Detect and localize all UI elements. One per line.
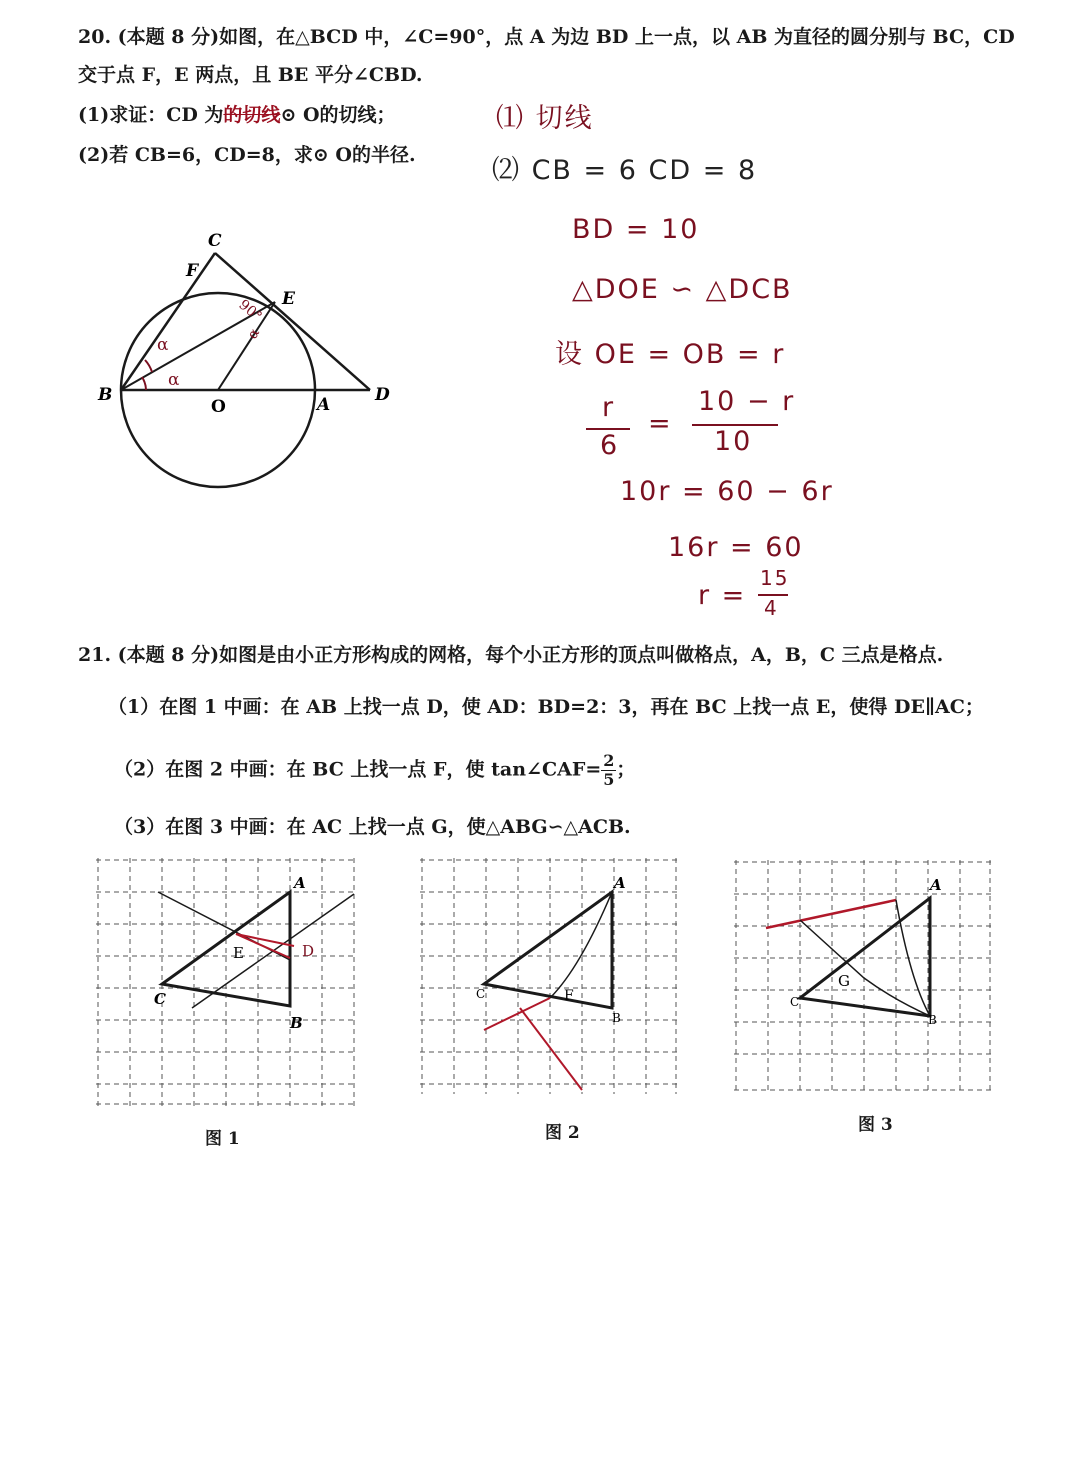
red-line-de-1 bbox=[236, 934, 294, 946]
hw-result-num: 15 bbox=[760, 566, 790, 590]
fraction-den: 5 bbox=[603, 770, 615, 789]
hw-line-1: ⑴ 切线 bbox=[496, 103, 594, 134]
fig3-label-a: A bbox=[930, 876, 942, 894]
fig3-label-b: B bbox=[928, 1013, 937, 1027]
q21-part2-a: （2）在图 2 中画：在 BC 上找一点 F，使 tan∠CAF= bbox=[114, 758, 602, 781]
hw-frac-left-den: 6 bbox=[600, 430, 620, 461]
hw-line-4: △DOE ∽ △DCB bbox=[572, 274, 793, 305]
right-angle-label: 90° bbox=[235, 296, 265, 326]
hw-line-2: ⑵ CB = 6 CD = 8 bbox=[492, 155, 758, 186]
label-c: C bbox=[208, 231, 222, 251]
hw-result-lhs: r = bbox=[698, 580, 747, 611]
fig1-label-a: A bbox=[294, 874, 306, 892]
hw-frac-left-num: r bbox=[602, 392, 616, 423]
grid-lines-2 bbox=[420, 858, 678, 1094]
fraction-num: 2 bbox=[603, 751, 615, 770]
fig1-label-b: B bbox=[290, 1014, 303, 1032]
q20-line2: 交于点 F，E 两点，且 BE 平分∠CBD. bbox=[78, 64, 423, 86]
alpha-label-1: α bbox=[157, 335, 169, 355]
q21-part3: （3）在图 3 中画：在 AC 上找一点 G，使△ABG∽△ACB. bbox=[114, 816, 631, 838]
q20-part1-a: (1)求证：CD 为 bbox=[78, 104, 224, 126]
fig1-label-d: D bbox=[302, 942, 315, 960]
q21-part2 bbox=[114, 752, 635, 789]
hw-result-den: 4 bbox=[764, 596, 779, 620]
fig3-label-c: C bbox=[790, 995, 800, 1009]
label-d: D bbox=[375, 385, 390, 405]
fig2-caption: 图 2 bbox=[545, 1123, 580, 1143]
fig3-caption: 图 3 bbox=[858, 1115, 893, 1135]
red-line-de-2 bbox=[236, 934, 290, 958]
alpha-label-2: α bbox=[168, 370, 180, 390]
fig1-label-e: E bbox=[233, 944, 244, 962]
q20-figure bbox=[90, 220, 410, 510]
grid-lines-1 bbox=[96, 858, 356, 1106]
label-a: A bbox=[317, 395, 331, 415]
triangle-abc-2 bbox=[484, 892, 612, 1008]
q21-part2-b: ； bbox=[616, 758, 636, 781]
segment-cd bbox=[215, 253, 370, 390]
alpha-label-3: α bbox=[244, 325, 264, 342]
hw-line-7: 10r = 60 − 6r bbox=[620, 476, 834, 507]
red-line-cf bbox=[484, 998, 550, 1030]
label-b: B bbox=[98, 385, 113, 405]
hw-fraction-equation bbox=[582, 386, 796, 464]
q21-line1: 21. (本题 8 分)如图是由小正方形构成的网格，每个小正方形的顶点叫做格点，A，B，C 三点是格点. bbox=[78, 644, 944, 666]
q20-line1: 20. (本题 8 分)如图，在△BCD 中，∠C=90°，点 A 为边 BD 上一点，以 AB 为直径的圆分别与 BC，CD bbox=[78, 26, 1015, 48]
angle-arc-2 bbox=[145, 360, 152, 372]
label-o: O bbox=[211, 397, 226, 417]
hw-frac-eq: = bbox=[648, 408, 673, 439]
fig2-label-b: B bbox=[612, 1011, 621, 1025]
hw-line-3: BD = 10 bbox=[572, 214, 700, 245]
red-line-aux bbox=[766, 900, 896, 928]
fig3-label-g: G bbox=[838, 972, 850, 990]
q20-part1-b: ⊙ O的切线； bbox=[280, 104, 396, 126]
q21-part2-fraction bbox=[601, 752, 616, 789]
fig2-label-a: A bbox=[614, 874, 626, 892]
fig1-caption: 图 1 bbox=[205, 1129, 240, 1149]
hw-frac-right-num: 10 − r bbox=[698, 386, 796, 417]
q20-part2: (2)若 CB=6，CD=8，求⊙ O的半径. bbox=[78, 144, 416, 166]
label-e: E bbox=[282, 289, 295, 309]
grid-figure-2 bbox=[420, 858, 682, 1098]
grid-lines-3 bbox=[734, 860, 992, 1092]
angle-arc-1 bbox=[142, 377, 146, 390]
fig2-label-c: C bbox=[476, 987, 486, 1001]
q20-part1-strike: 的切线 bbox=[223, 104, 281, 126]
fig1-label-c: C bbox=[154, 990, 166, 1008]
hw-result bbox=[698, 568, 798, 628]
hw-frac-right-den: 10 bbox=[714, 426, 753, 457]
aux-curve-af bbox=[550, 892, 612, 998]
grid-figure-1 bbox=[96, 858, 358, 1108]
q21-part1: （1）在图 1 中画：在 AB 上找一点 D，使 AD：BD=2：3，再在 BC 上找一点 E，使得 DE∥AC； bbox=[108, 696, 984, 718]
label-f: F bbox=[186, 261, 199, 281]
hw-line-8: 16r = 60 bbox=[668, 532, 804, 563]
grid-figure-3 bbox=[734, 860, 996, 1096]
fig2-label-f: F bbox=[564, 988, 574, 1004]
q20-part1 bbox=[78, 100, 396, 127]
hw-line-5: 设 OE = OB = r bbox=[555, 339, 786, 370]
